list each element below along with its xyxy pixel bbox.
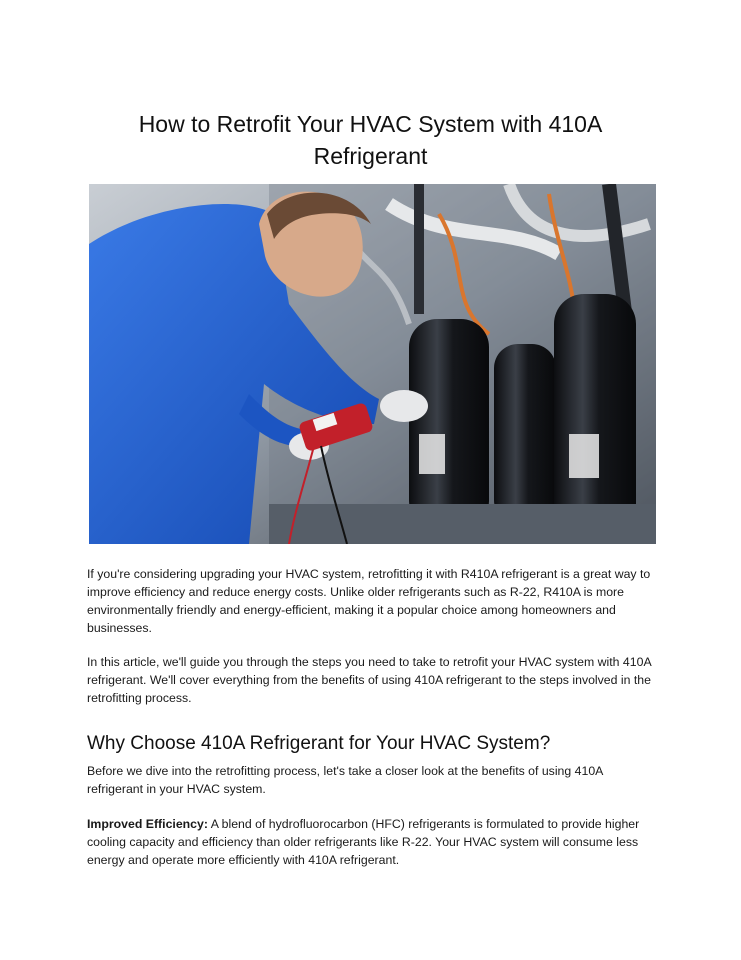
benefit-label: Improved Efficiency: [87, 817, 208, 831]
intro-paragraph-1: If you're considering upgrading your HVAC system, retrofitting it with R410A refrigerant is a great way to improve efficiency and reduce energy costs. Unlike older refrigerants such as R-22, R410A is more environmentally friendly and energy-efficient, making it a popular choice among homeowners and businesses. [87, 567, 651, 635]
benefit-paragraph [87, 815, 653, 869]
intro-paragraph-2: In this article, we'll guide you through the steps you need to take to retrofit your HVAC system with 410A refrigerant. We'll cover everything from the benefits of using 410A refrigerant to the steps involved in the retrofitting process. [87, 655, 651, 705]
benefit-text: A blend of hydrofluorocarbon (HFC) refrigerants is formulated to provide higher cooling capacity and efficiency than older refrigerants like R-22. Your HVAC system will consume less energy and operate more efficiently with 410A refrigerant. [87, 817, 640, 867]
section-heading: Why Choose 410A Refrigerant for Your HVAC System? [87, 733, 551, 754]
hero-image [89, 184, 656, 544]
document-title: How to Retrofit Your HVAC System with 410A Refrigerant [138, 111, 603, 169]
section-intro-paragraph: Before we dive into the retrofitting process, let's take a closer look at the benefits of using 410A refrigerant in your HVAC system. [87, 764, 603, 796]
